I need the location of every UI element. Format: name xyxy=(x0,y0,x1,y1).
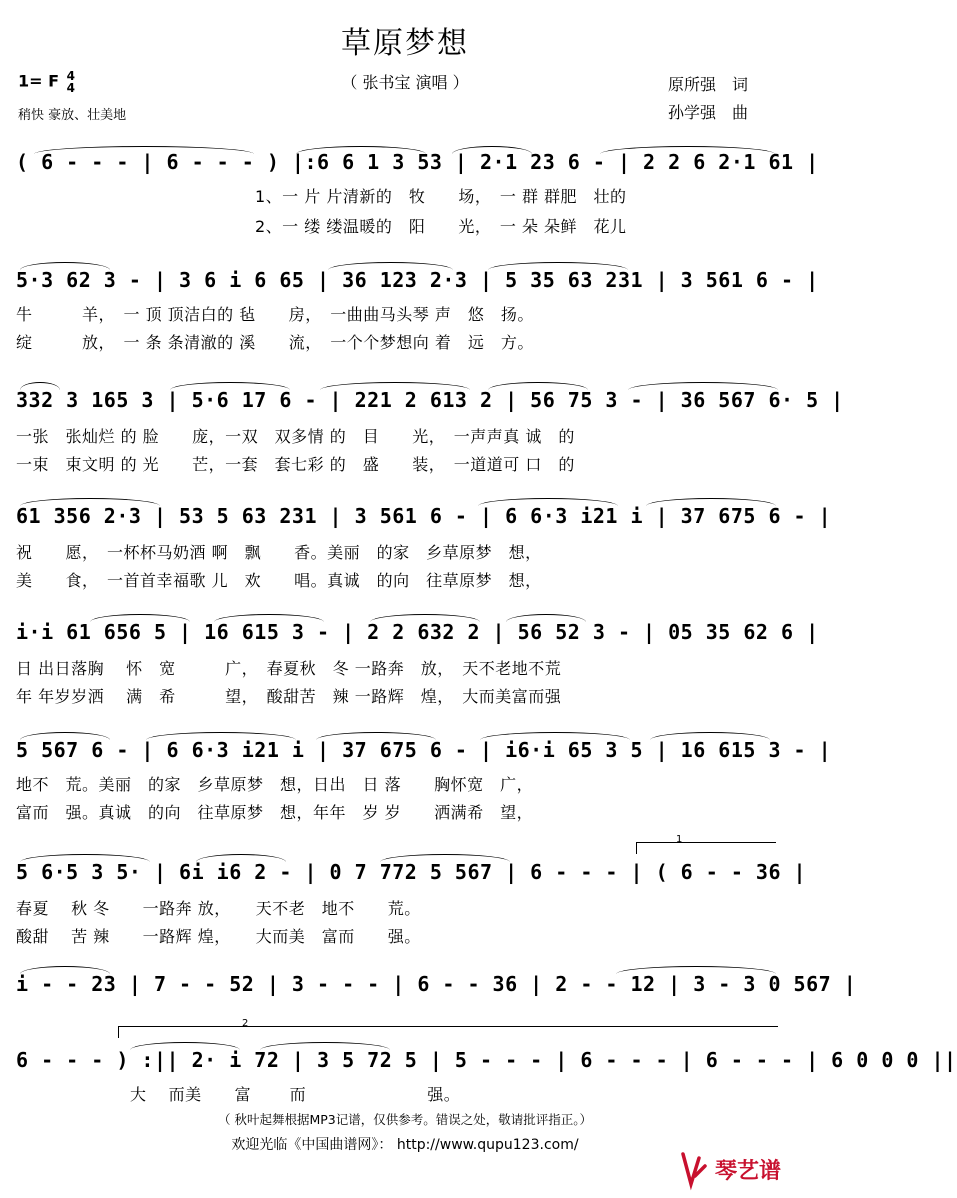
lyric-row-7-verse-1: 春夏 秋 冬 一路奔 放， 天不老 地不 荒。 xyxy=(16,899,421,918)
lyric-row-6-verse-2: 富而 强。真诚 的向 往草原梦 想，年年 岁 岁 洒满希 望， xyxy=(16,803,534,822)
key-label: 1= F xyxy=(18,71,60,91)
score-row-1: ( 6 - - - | 6 - - - ) |:6 6 1 3 53 | 2·1 23 6 - | 2 2 6 2·1 61 | xyxy=(16,150,819,174)
tie-mark xyxy=(616,966,776,974)
tie-mark xyxy=(328,262,453,270)
logo-text: 琴艺谱 xyxy=(715,1159,782,1184)
volta-2-bracket xyxy=(118,1026,778,1027)
tie-mark xyxy=(146,732,296,740)
tie-mark xyxy=(478,498,618,506)
tie-mark xyxy=(488,382,588,390)
score-row-8: i - - 23 | 7 - - 52 | 3 - - - | 6 - - 36 | 2 - - 12 | 3 - 3 0 567 | xyxy=(16,972,857,996)
tie-mark xyxy=(20,854,150,862)
score-row-5: i·i 61 656 5 | 16 615 3 - | 2 2 632 2 | 56 52 3 - | 05 35 62 6 | xyxy=(16,620,819,644)
tie-mark xyxy=(506,614,586,622)
tie-mark xyxy=(214,614,324,622)
transcriber-note: （ 秋叶起舞根据MP3记谱，仅供参考。错误之处，敬请批评指正。） xyxy=(217,1112,592,1127)
volta-1-bracket xyxy=(636,842,776,843)
tie-mark xyxy=(20,262,110,270)
volta-2-hook xyxy=(118,1026,119,1038)
tie-mark xyxy=(20,382,60,390)
tie-mark xyxy=(296,146,426,154)
tie-mark xyxy=(130,1042,240,1050)
tempo-marking: 稍快 豪放、壮美地 xyxy=(18,108,127,123)
lyric-row-3-verse-1: 一张 张灿烂 的 脸 庞，一双 双多情 的 目 光， 一声声真 诚 的 xyxy=(16,427,575,446)
tie-mark xyxy=(600,146,775,154)
score-row-2: 5·3 62 3 - | 3 6 i 6 65 | 36 123 2·3 | 5 35 63 231 | 3 561 6 - | xyxy=(16,268,819,292)
lyric-row-4-verse-2: 美 食， 一首首幸福歌 儿 欢 唱。真诚 的向 往草原梦 想， xyxy=(16,571,542,590)
tie-mark xyxy=(20,966,110,974)
lyric-row-9: 大 而美 富 而 强。 xyxy=(130,1085,461,1104)
score-row-7: 5 6·5 3 5· | 6i i6 2 - | 0 7 772 5 567 | 6 - - - | ( 6 - - 36 | xyxy=(16,860,807,884)
tie-mark xyxy=(316,732,436,740)
lyric-row-6-verse-1: 地不 荒。美丽 的家 乡草原梦 想，日出 日 落 胸怀宽 广， xyxy=(16,775,534,794)
lyric-row-1-verse-1: 1、一 片 片清新的 牧 场， 一 群 群肥 壮的 xyxy=(255,187,627,206)
lyricist-credit: 原所强 词 xyxy=(668,75,749,94)
tie-mark xyxy=(170,382,290,390)
score-row-4: 61 356 2·3 | 53 5 63 231 | 3 561 6 - | 6 6·3 i21 i | 37 675 6 - | xyxy=(16,504,832,528)
composer-credit: 孙学强 曲 xyxy=(668,103,749,122)
score-row-3: 332 3 165 3 | 5·6 17 6 - | 221 2 613 2 | 56 75 3 - | 36 567 6· 5 | xyxy=(16,388,844,412)
lyric-row-3-verse-2: 一束 束文明 的 光 芒，一套 套七彩 的 盛 装， 一道道可 口 的 xyxy=(16,455,575,474)
lyric-row-5-verse-2: 年 年岁岁洒 满 希 望， 酸甜苦 辣 一路辉 煌， 大而美富而强 xyxy=(16,687,562,706)
key-signature xyxy=(18,70,75,94)
tie-mark xyxy=(646,498,776,506)
lyric-row-2-verse-1: 牛 羊， 一 顶 顶洁白的 毡 房， 一曲曲马头琴 声 悠 扬。 xyxy=(16,305,534,324)
tie-mark xyxy=(452,146,532,154)
tie-mark xyxy=(380,854,510,862)
lyric-row-2-verse-2: 绽 放， 一 条 条清澈的 溪 流， 一个个梦想向 着 远 方。 xyxy=(16,333,534,352)
tie-mark xyxy=(196,854,286,862)
tie-mark xyxy=(260,1042,390,1050)
tie-mark xyxy=(320,382,470,390)
lyric-row-5-verse-1: 日 出日落胸 怀 宽 广， 春夏秋 冬 一路奔 放， 天不老地不荒 xyxy=(16,659,562,678)
lyric-row-4-verse-1: 祝 愿， 一杯杯马奶酒 啊 飘 香。美丽 的家 乡草原梦 想， xyxy=(16,543,542,562)
volta-1-number: 1 xyxy=(676,834,683,845)
qinyipu-logo xyxy=(677,1148,802,1190)
song-title: 草原梦想 xyxy=(341,26,469,61)
time-num: 4 xyxy=(66,69,75,83)
logo-icon xyxy=(677,1148,802,1190)
volta-1-hook xyxy=(636,842,637,854)
lyric-row-7-verse-2: 酸甜 苦 辣 一路辉 煌， 大而美 富而 强。 xyxy=(16,927,421,946)
site-link[interactable]: 欢迎光临《中国曲谱网》： http://www.qupu123.com/ xyxy=(231,1137,579,1153)
time-signature xyxy=(67,70,75,94)
time-den: 4 xyxy=(66,81,75,95)
volta-2-number: 2 xyxy=(242,1018,249,1029)
tie-mark xyxy=(90,614,190,622)
score-row-9: 6 - - - ) :|| 2· i 72 | 3 5 72 5 | 5 - - - | 6 - - - | 6 - - - | 6 0 0 0 || xyxy=(16,1048,957,1072)
tie-mark xyxy=(488,262,628,270)
tie-mark xyxy=(20,732,110,740)
tie-mark xyxy=(628,382,778,390)
tie-mark xyxy=(480,732,630,740)
tie-mark xyxy=(650,732,770,740)
tie-mark xyxy=(20,498,160,506)
score-row-6: 5 567 6 - | 6 6·3 i21 i | 37 675 6 - | i6·i 65 3 5 | 16 615 3 - | xyxy=(16,738,832,762)
lyric-row-1-verse-2: 2、一 缕 缕温暖的 阳 光， 一 朵 朵鲜 花儿 xyxy=(255,217,627,236)
tie-mark xyxy=(370,614,480,622)
tie-mark xyxy=(34,146,254,154)
singer-credit: （ 张书宝 演唱 ） xyxy=(341,73,469,92)
